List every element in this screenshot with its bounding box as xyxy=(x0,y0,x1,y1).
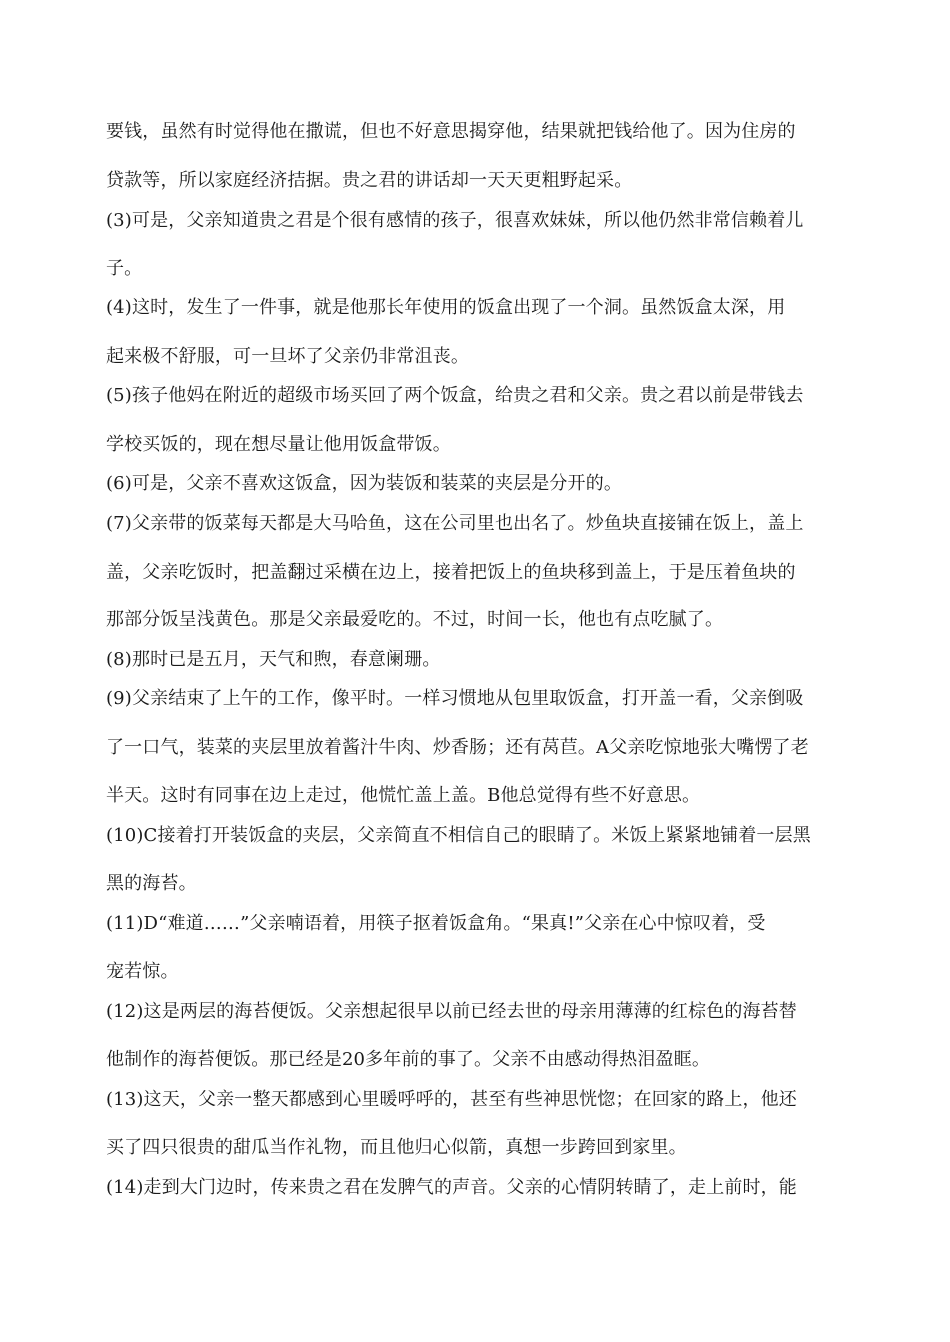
paragraph-9-line: (9)父亲结束了上午的工作，像平时。一样习惯地从包里取饭盒，打开盖一看，父亲倒吸 xyxy=(106,688,804,709)
paragraph-7-line: (7)父亲带的饭菜每天都是大马哈鱼，这在公司里也出名了。炒鱼块直接铺在饭上，盖上 xyxy=(106,513,804,534)
paragraph-14-line: (14)走到大门边时，传来贵之君在发脾气的声音。父亲的心情阴转睛了，走上前时，能 xyxy=(106,1177,797,1198)
text-line: 买了四只很贵的甜瓜当作礼物，而且他归心似箭，真想一步跨回到家里。 xyxy=(106,1137,687,1158)
paragraph-11-line: (11)D“难道……”父亲喃语着，用筷子抠着饭盒角。“果真!”父亲在心中惊叹着，受 xyxy=(106,913,766,934)
text-line: 贷款等，所以家庭经济拮据。贵之君的讲话却一天天更粗野起采。 xyxy=(106,170,633,191)
text-line: 宠若惊。 xyxy=(106,961,179,982)
paragraph-5-line: (5)孩子他妈在附近的超级市场买回了两个饭盒，给贵之君和父亲。贵之君以前是带钱去 xyxy=(106,385,804,406)
text-line: 他制作的海苔便饭。那已经是20多年前的事了。父亲不由感动得热泪盈眶。 xyxy=(106,1049,711,1070)
paragraph-12-line: (12)这是两层的海苔便饭。父亲想起很早以前已经去世的母亲用薄薄的红棕色的海苔替 xyxy=(106,1001,797,1022)
text-line: 子。 xyxy=(106,258,143,279)
paragraph-13-line: (13)这天，父亲一整天都感到心里暖呼呼的，甚至有些神思恍惚；在回家的路上，他还 xyxy=(106,1089,797,1110)
text-line: 了一口气，装菜的夹层里放着酱汁牛肉、炒香肠；还有莴苣。A父亲吃惊地张大嘴愣了老 xyxy=(106,737,809,758)
text-line: 要钱，虽然有时觉得他在撒谎，但也不好意思揭穿他，结果就把钱给他了。因为住房的 xyxy=(106,121,796,142)
text-line: 盖，父亲吃饭时，把盖翻过采横在边上，接着把饭上的鱼块移到盖上，于是压着鱼块的 xyxy=(106,562,796,583)
paragraph-4-line: (4)这时，发生了一件事，就是他那长年使用的饭盒出现了一个洞。虽然饭盒太深，用 xyxy=(106,297,786,318)
paragraph-10-line: (10)C接着打开装饭盒的夹层，父亲简直不相信自己的眼睛了。米饭上紧紧地铺着一层黑 xyxy=(106,825,811,846)
text-line: 黑的海苔。 xyxy=(106,873,197,894)
text-line: 那部分饭呈浅黄色。那是父亲最爱吃的。不过，时间一长，他也有点吃腻了。 xyxy=(106,609,724,630)
text-line: 半天。这时有同事在边上走过，他慌忙盖上盖。B他总觉得有些不好意思。 xyxy=(106,785,701,806)
paragraph-3-line: (3)可是，父亲知道贵之君是个很有感情的孩子，很喜欢妹妹，所以他仍然非常信赖着儿 xyxy=(106,210,804,231)
text-line: 学校买饭的，现在想尽量让他用饭盒带饭。 xyxy=(106,434,451,455)
paragraph-6-line: (6)可是，父亲不喜欢这饭盒，因为装饭和装菜的夹层是分开的。 xyxy=(106,473,622,494)
text-line: 起来极不舒服，可一旦坏了父亲仍非常沮丧。 xyxy=(106,346,469,367)
paragraph-8-line: (8)那时已是五月，天气和煦，春意阑珊。 xyxy=(106,649,441,670)
